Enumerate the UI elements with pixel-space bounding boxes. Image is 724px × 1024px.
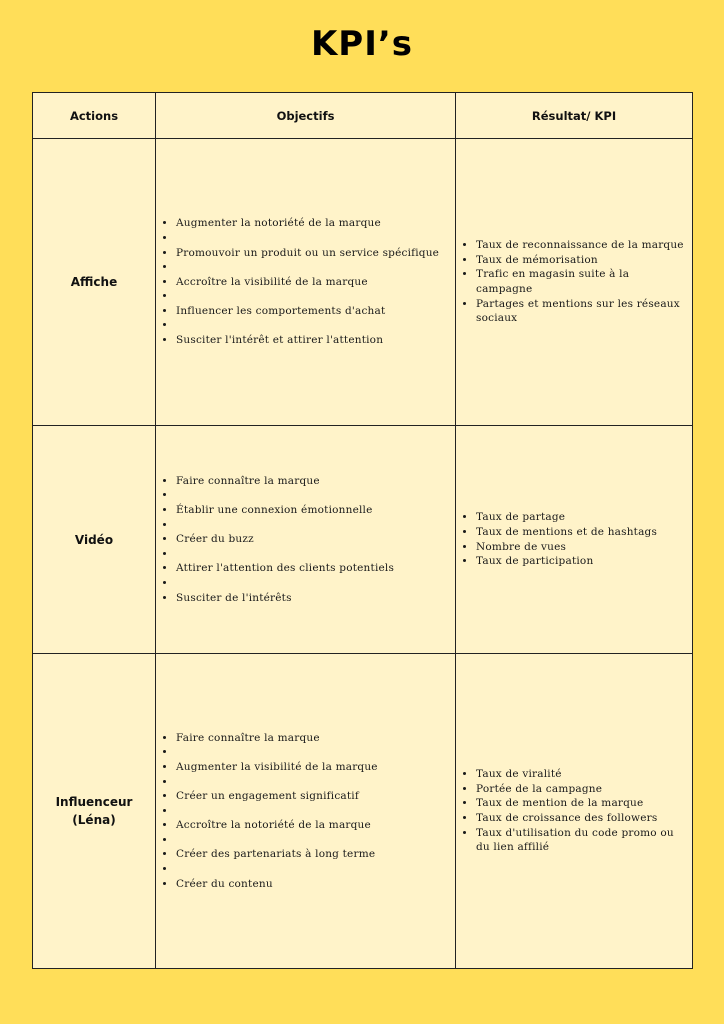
list-item: • Accroître la visibilité de la marque <box>176 275 449 290</box>
list-item: • Taux de mémorisation <box>476 253 686 268</box>
list-item: • Taux de croissance des followers <box>476 811 686 826</box>
action-sublabel: (Léna) <box>72 813 116 827</box>
header-kpi: Résultat/ KPI <box>456 93 693 139</box>
list-item: • Attirer l'attention des clients potentiels <box>176 561 449 576</box>
list-item: • Augmenter la visibilité de la marque <box>176 760 449 775</box>
empty-list-item <box>176 862 449 877</box>
kpi-cell <box>456 426 693 654</box>
list-item: • Susciter de l'intérêts <box>176 591 449 606</box>
kpi-list <box>456 510 692 568</box>
empty-list-item <box>176 833 449 848</box>
list-item: • Taux de viralité <box>476 767 686 782</box>
list-item: • Faire connaître la marque <box>176 474 449 489</box>
empty-list-item <box>176 318 449 333</box>
list-item: • Établir une connexion émotionnelle <box>176 503 449 518</box>
objectifs-list <box>156 474 455 605</box>
objectifs-cell <box>156 426 456 654</box>
empty-list-item <box>176 260 449 275</box>
list-item: • Créer du contenu <box>176 877 449 892</box>
list-item: • Nombre de vues <box>476 540 686 555</box>
header-objectifs: Objectifs <box>156 93 456 139</box>
table-row <box>33 654 693 969</box>
objectifs-list <box>156 216 455 347</box>
list-item: • Créer des partenariats à long terme <box>176 847 449 862</box>
empty-list-item <box>176 804 449 819</box>
list-item: • Créer un engagement significatif <box>176 789 449 804</box>
kpi-cell <box>456 654 693 969</box>
list-item: • Taux de mention de la marque <box>476 796 686 811</box>
action-cell <box>33 426 156 654</box>
action-label: Affiche <box>70 275 118 289</box>
kpi-table <box>32 92 693 969</box>
list-item: • Créer du buzz <box>176 532 449 547</box>
kpi-list <box>456 767 692 855</box>
objectifs-list <box>156 731 455 892</box>
list-item: • Promouvoir un produit ou un service spécifique <box>176 246 449 261</box>
empty-list-item <box>176 745 449 760</box>
kpi-cell <box>456 139 693 426</box>
list-item: • Trafic en magasin suite à la campagne <box>476 267 686 296</box>
list-item: • Taux de reconnaissance de la marque <box>476 238 686 253</box>
action-cell <box>33 139 156 426</box>
objectifs-cell <box>156 654 456 969</box>
list-item: • Susciter l'intérêt et attirer l'attention <box>176 333 449 348</box>
table-row <box>33 426 693 654</box>
list-item: • Influencer les comportements d'achat <box>176 304 449 319</box>
page-title: KPI’s <box>310 24 414 64</box>
empty-list-item <box>176 576 449 591</box>
empty-list-item <box>176 488 449 503</box>
list-item: • Taux d'utilisation du code promo ou du lien affilié <box>476 826 686 855</box>
empty-list-item <box>176 289 449 304</box>
action-label: Influenceur <box>55 795 133 809</box>
list-item: • Partages et mentions sur les réseaux sociaux <box>476 297 686 326</box>
list-item: • Portée de la campagne <box>476 782 686 797</box>
empty-list-item <box>176 231 449 246</box>
empty-list-item <box>176 547 449 562</box>
list-item: • Taux de mentions et de hashtags <box>476 525 686 540</box>
empty-list-item <box>176 775 449 790</box>
list-item: • Taux de partage <box>476 510 686 525</box>
action-label: Vidéo <box>74 532 114 547</box>
objectifs-cell <box>156 139 456 426</box>
empty-list-item <box>176 518 449 533</box>
list-item: • Taux de participation <box>476 554 686 569</box>
table-row <box>33 139 693 426</box>
kpi-list <box>456 238 692 326</box>
action-cell <box>33 654 156 969</box>
list-item: • Augmenter la notoriété de la marque <box>176 216 449 231</box>
header-actions: Actions <box>33 93 156 139</box>
list-item: • Accroître la notoriété de la marque <box>176 818 449 833</box>
table-header-row <box>33 93 693 139</box>
list-item: • Faire connaître la marque <box>176 731 449 746</box>
